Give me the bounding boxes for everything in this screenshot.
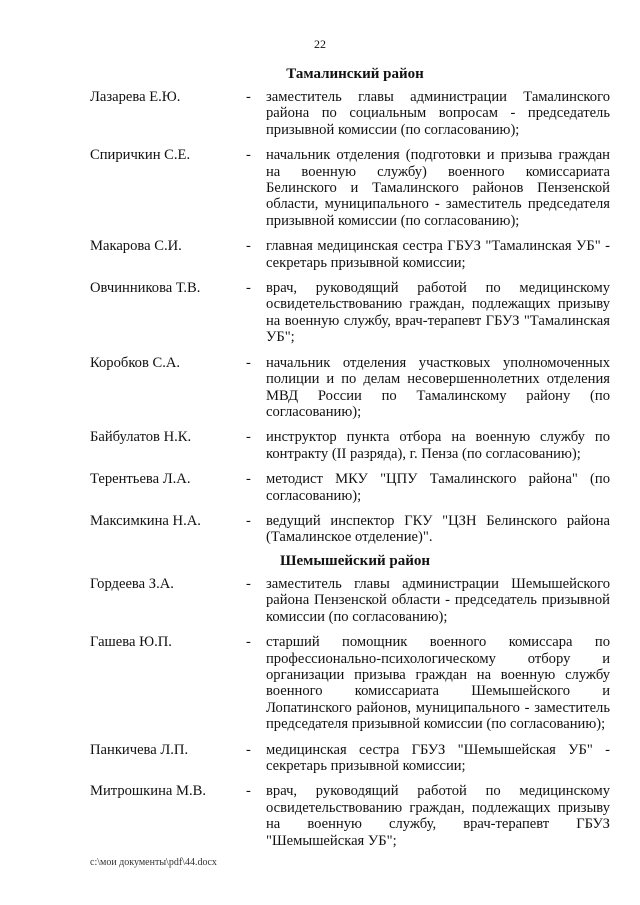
member-role: начальник отделения (подготовки и призыва граждан на военную службу) военного комиссариата Белинского и Тамалинского районов Пензенской области, муниципального - заместитель председателя призывной комиссии (по согласованию);: [266, 147, 610, 229]
list-item: [90, 471, 610, 504]
list-item: [90, 576, 610, 625]
section-title: Шемышейский район: [280, 553, 430, 569]
member-name: Гашева Ю.П.: [90, 634, 172, 651]
member-name: Максимкина Н.А.: [90, 512, 201, 529]
dash: -: [246, 783, 251, 800]
dash: -: [246, 741, 251, 758]
member-role: медицинская сестра ГБУЗ "Шемышейская УБ" - секретарь призывной комиссии;: [266, 741, 610, 775]
member-name: Овчинникова Т.В.: [90, 280, 201, 297]
dash: -: [246, 512, 251, 529]
dash: -: [246, 89, 251, 105]
section-tamalinsky: [90, 65, 610, 555]
dash: -: [246, 429, 251, 446]
member-role: главная медицинская сестра ГБУЗ "Тамалинская УБ" - секретарь призывной комиссии;: [266, 238, 610, 271]
member-role: инструктор пункта отбора на военную службу по контракту (II разряда), г. Пенза (по согласованию);: [266, 429, 610, 462]
list-item: [90, 147, 610, 229]
member-name: Гордеева З.А.: [90, 576, 174, 592]
member-name: Терентьева Л.А.: [90, 471, 191, 488]
member-name: Спиричкин С.Е.: [90, 147, 191, 164]
page-number: 22: [314, 37, 326, 51]
member-name: Лазарева Е.Ю.: [90, 89, 181, 105]
dash: -: [246, 238, 251, 255]
list-item: [90, 355, 610, 421]
dash: -: [246, 147, 251, 164]
dash: -: [246, 576, 251, 592]
section-title: Тамалинский район: [286, 66, 424, 82]
list-item: [90, 238, 610, 271]
list-item: [90, 280, 610, 346]
member-role: начальник отделения участковых уполномоченных полиции и по делам несовершеннолетних отделения МВД России по Тамалинскому району (по согласованию);: [266, 354, 610, 420]
member-name: Байбулатов Н.К.: [90, 429, 192, 446]
member-name: Коробков С.А.: [90, 354, 181, 371]
dash: -: [246, 354, 251, 371]
member-name: Макарова С.И.: [90, 238, 182, 255]
list-item: [90, 89, 610, 138]
list-item: [90, 429, 610, 462]
member-role: врач, руководящий работой по медицинскому освидетельствованию граждан, подлежащих призыву на военную службу, врач-терапевт ГБУЗ "Тамалинская УБ";: [266, 280, 610, 346]
section-shemysheysky: [90, 552, 610, 858]
dash: -: [246, 634, 251, 651]
member-role: врач, руководящий работой по медицинскому освидетельствованию граждан, подлежащих призыву на военную службу, врач-терапевт ГБУЗ "Шемышейская УБ";: [266, 783, 610, 849]
member-role: ведущий инспектор ГКУ "ЦЗН Белинского района (Тамалинское отделение)".: [266, 512, 610, 546]
file-path-footer: c:\мои документы\pdf\44.docx: [90, 857, 217, 868]
list-item: [90, 634, 610, 732]
list-item: [90, 742, 610, 775]
member-name: Митрошкина М.В.: [90, 783, 207, 800]
member-role: методист МКУ "ЦПУ Тамалинского района" (по согласованию);: [266, 471, 610, 504]
dash: -: [246, 471, 251, 488]
list-item: [90, 513, 610, 546]
member-role: старший помощник военного комиссара по профессионально-психологическому отбору и организации призыва граждан на военную службу военного комиссариата Шемышейского и Лопатинского районов, муниципального - заместитель председателя призывной комиссии (по согласованию);: [266, 634, 610, 733]
member-role: заместитель главы администрации Тамалинского района по социальным вопросам - председатель призывной комиссии (по согласованию);: [266, 89, 610, 138]
member-role: заместитель главы администрации Шемышейского района Пензенской области - председатель призывной комиссии (по согласованию);: [266, 576, 610, 625]
list-item: [90, 783, 610, 849]
member-name: Панкичева Л.П.: [90, 741, 189, 758]
dash: -: [246, 280, 251, 297]
